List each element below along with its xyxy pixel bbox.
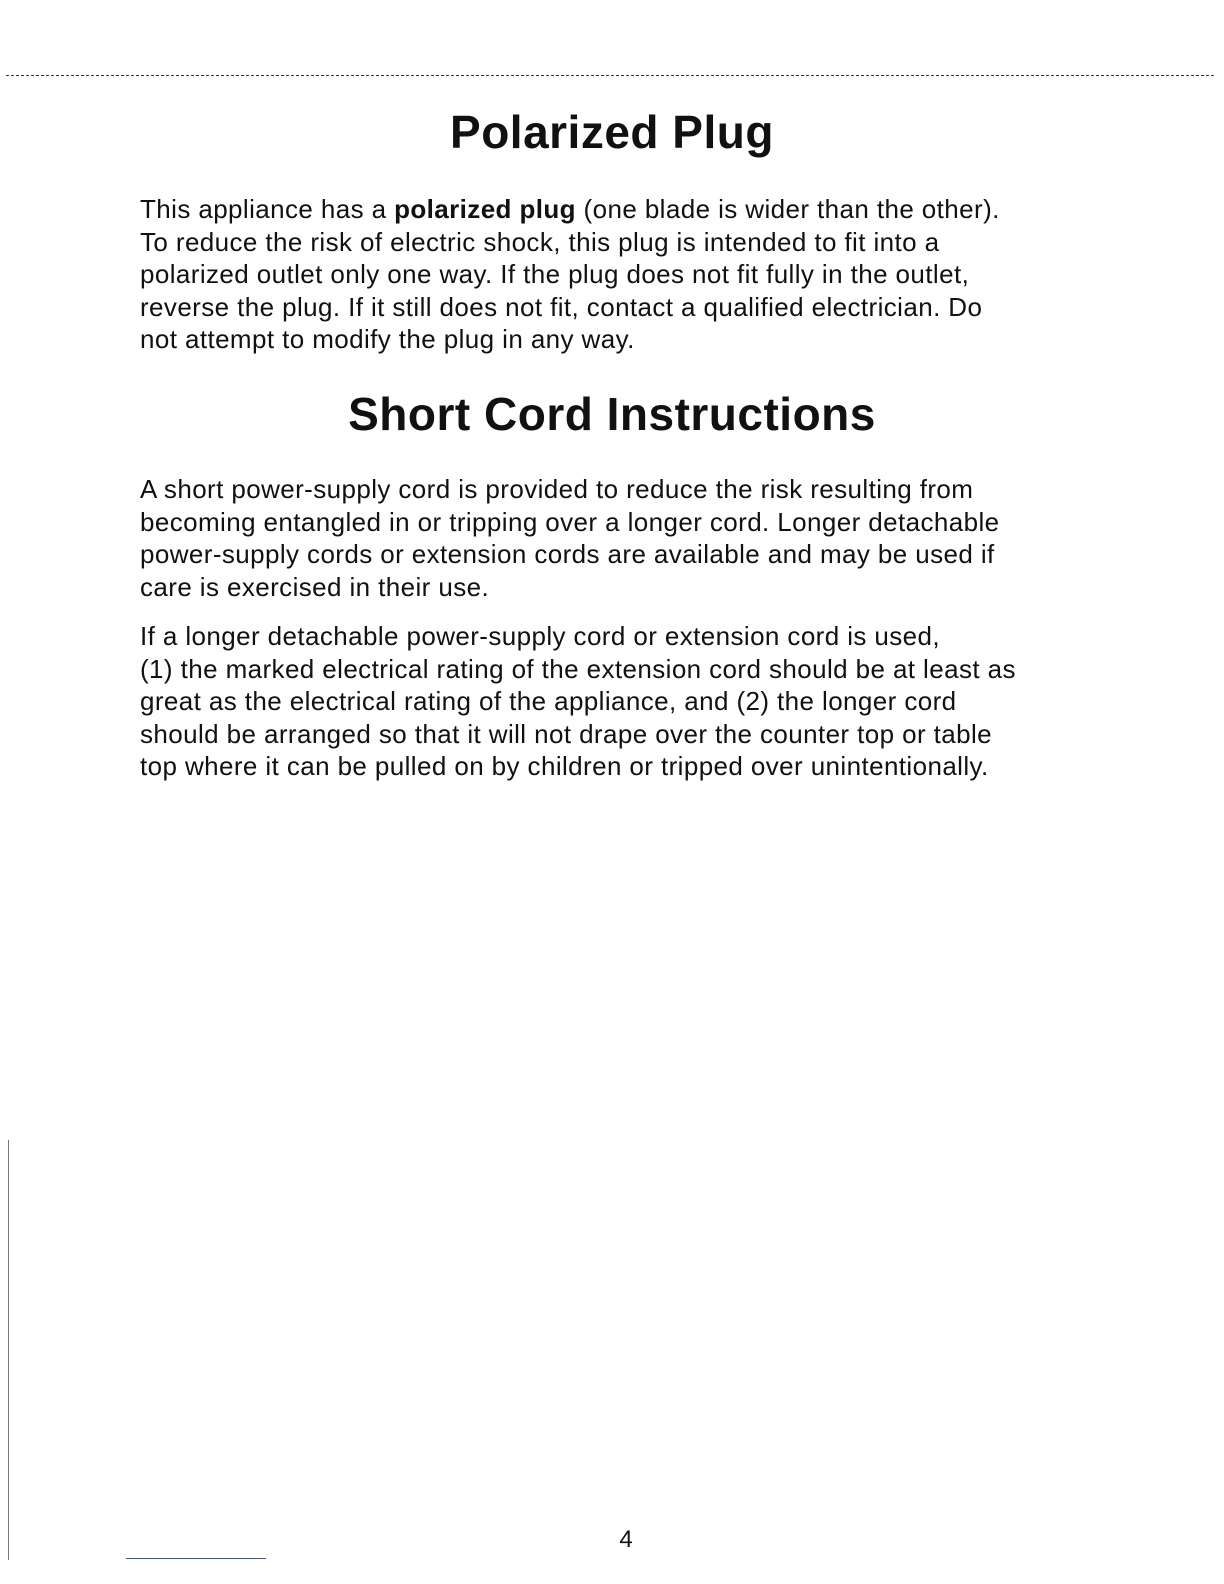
- paragraph-line: (1) the marked electrical rating of the extension cord should be at least as: [140, 653, 1016, 684]
- heading-short-cord-instructions: Short Cord Instructions: [348, 388, 876, 440]
- heading-polarized-plug: Polarized Plug: [450, 106, 774, 158]
- paragraph-line: reverse the plug. If it still does not fit, contact a qualified electrician. Do: [140, 291, 983, 322]
- paragraph-line: should be arranged so that it will not drape over the counter top or table: [140, 718, 993, 749]
- paragraph-short-cord-intro: [140, 473, 1130, 603]
- paragraph-line: great as the electrical rating of the appliance, and (2) the longer cord: [140, 686, 957, 716]
- paragraph-extension-cord: [140, 620, 1130, 783]
- top-dashed-rule: [6, 75, 1214, 76]
- emphasis-polarized-plug: polarized plug: [394, 194, 576, 224]
- paragraph-polarized-plug: [140, 193, 1130, 356]
- page-number: 4: [619, 1526, 633, 1553]
- paragraph-line: To reduce the risk of electric shock, this plug is intended to fit into a: [140, 226, 940, 257]
- paragraph-line: becoming entangled in or tripping over a longer cord. Longer detachable: [140, 506, 1000, 537]
- paragraph-line: top where it can be pulled on by children or tripped over unintentionally.: [140, 751, 989, 781]
- paragraph-line: not attempt to modify the plug in any way.: [140, 324, 635, 354]
- paragraph-line: This appliance has a polarized plug (one blade is wider than the other).: [140, 194, 1000, 224]
- paragraph-line: power-supply cords or extension cords are available and may be used if: [140, 539, 995, 569]
- scan-edge-line: [8, 1140, 9, 1560]
- paragraph-line: If a longer detachable power-supply cord or extension cord is used,: [140, 621, 941, 651]
- bottom-underline: [126, 1558, 266, 1559]
- paragraph-line: polarized outlet only one way. If the plug does not fit fully in the outlet,: [140, 259, 970, 289]
- paragraph-line: care is exercised in their use.: [140, 571, 490, 602]
- paragraph-line: A short power-supply cord is provided to reduce the risk resulting from: [140, 474, 974, 504]
